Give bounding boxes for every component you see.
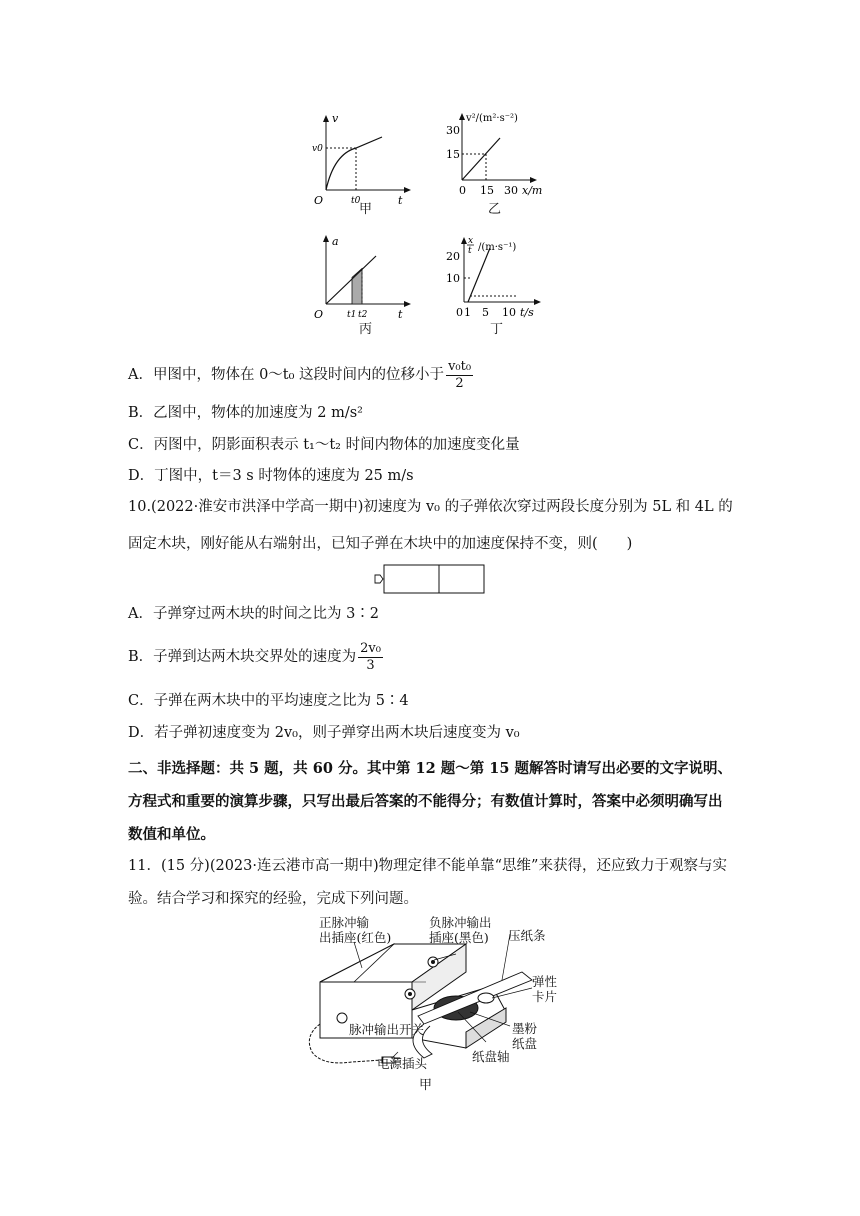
graph-ding-caption: 丁 [490,322,504,337]
graph-ding-tick-x0: 0 [456,306,463,319]
graph-jia-origin: O [314,194,324,207]
q9-option-c: C．丙图中，阴影面积表示 t₁～t₂ 时间内物体的加速度变化量 [128,437,520,453]
graph-jia-caption: 甲 [359,202,373,217]
label-elastic-card-line2: 卡片 [532,989,558,1004]
label-negative-socket-line1: 负脉冲输出 [429,915,492,930]
graph-yi-caption: 乙 [488,202,502,217]
graph-bing-t1: t1 [347,310,357,320]
q10-wood-blocks-figure [372,563,488,595]
graph-bing-t2: t2 [358,310,368,320]
q10-option-a: A．子弹穿过两木块的时间之比为 3∶2 [128,606,380,622]
graph-ding-ylabel-den: t [468,246,472,256]
graph-bing [312,232,424,322]
graph-bing-xlabel: t [398,308,403,321]
q10-stem-line2: 固定木块，刚好能从右端射出，已知子弹在木块中的加速度保持不变，则( ) [128,536,633,552]
label-pulse-switch: 脉冲输出开关 [349,1022,425,1037]
q10-option-c: C．子弹在两木块中的平均速度之比为 5∶4 [128,693,409,709]
graph-yi [444,110,554,196]
graph-bing-origin: O [314,308,324,321]
section2-instructions: 二、非选择题：共 5 题，共 60 分。其中第 12 题～第 15 题解答时请写出必要的文字说明、方程式和重要的演算步骤，只写出最后答案的不能得分；有数值计算时，答案中必须明确写出数值和单位。 [128,760,733,843]
label-elastic-card-line1: 弹性 [532,974,558,989]
label-power-plug: 电源插头 [377,1056,428,1071]
q10-option-d: D．若子弹初速度变为 2v₀，则子弹穿出两木块后速度变为 v₀ [128,725,520,741]
label-press-strip: 压纸条 [508,928,546,943]
q10-stem-line1: 10.(2022·淮安市洪泽中学高一期中)初速度为 v₀ 的子弹依次穿过两段长度分别为 5L 和 4L 的 [128,499,733,515]
label-positive-socket-line1: 正脉冲输 [319,915,370,930]
label-positive-socket-line2: 出插座(红色) [319,930,392,945]
graph-yi-ylabel: v²/(m²·s⁻²) [466,113,518,124]
q9-option-d: D．丁图中，t＝3 s 时物体的速度为 25 m/s [128,468,414,484]
graph-jia-xlabel: t [398,194,403,207]
graph-ding-yunit: /(m·s⁻¹) [478,242,517,253]
graph-bing-caption: 丙 [359,322,373,337]
q11-stem: 11．(15 分)(2023·连云港市高一期中)物理定律不能单靠“思维”来获得，还应致力于观察与实验。结合学习和探究的经验，完成下列问题。 [128,858,727,907]
graph-bing-ylabel: a [332,235,339,248]
graph-ding-xlabel: t/s [520,306,534,319]
graph-ding-tick-x10: 10 [502,306,516,319]
graph-ding-tick-y20: 20 [446,250,460,263]
graph-yi-tick-y30: 30 [446,124,460,137]
label-toner-disc-line1: 墨粉 [512,1021,538,1036]
graph-yi-tick-x15: 15 [480,184,494,196]
graph-yi-tick-x0: 0 [459,184,466,196]
device-caption: 甲 [419,1078,433,1093]
graph-ding-tick-y10: 10 [446,272,460,285]
graph-ding-tick-x1: 1 [464,306,471,319]
label-disc-axis: 纸盘轴 [472,1049,510,1064]
graph-jia-t0: t0 [351,196,361,206]
graph-ding [444,236,554,322]
graph-ding-tick-x5: 5 [482,306,489,319]
graph-yi-tick-x30: 30 [504,184,518,196]
graph-yi-tick-y15: 15 [446,148,460,161]
graph-ding-ylabel-num: x [468,236,474,246]
q9-option-a: A．甲图中，物体在 0～t₀ 这段时间内的位移小于 $\frac{\text{v₀t₀}}{2}$ [128,358,472,391]
graph-jia-v0: v0 [312,144,323,154]
graph-jia-ylabel: v [332,112,339,125]
label-negative-socket-line2: 插座(黑色) [429,930,489,945]
q9-option-b: B．乙图中，物体的加速度为 2 m/s² [128,405,363,421]
graph-yi-xlabel: x/m [522,184,543,196]
q10-option-b: B．子弹到达两木块交界处的速度为 $\frac{\text{2v₀}}{3}$ [128,640,381,673]
label-toner-disc-line2: 纸盘 [512,1036,538,1051]
